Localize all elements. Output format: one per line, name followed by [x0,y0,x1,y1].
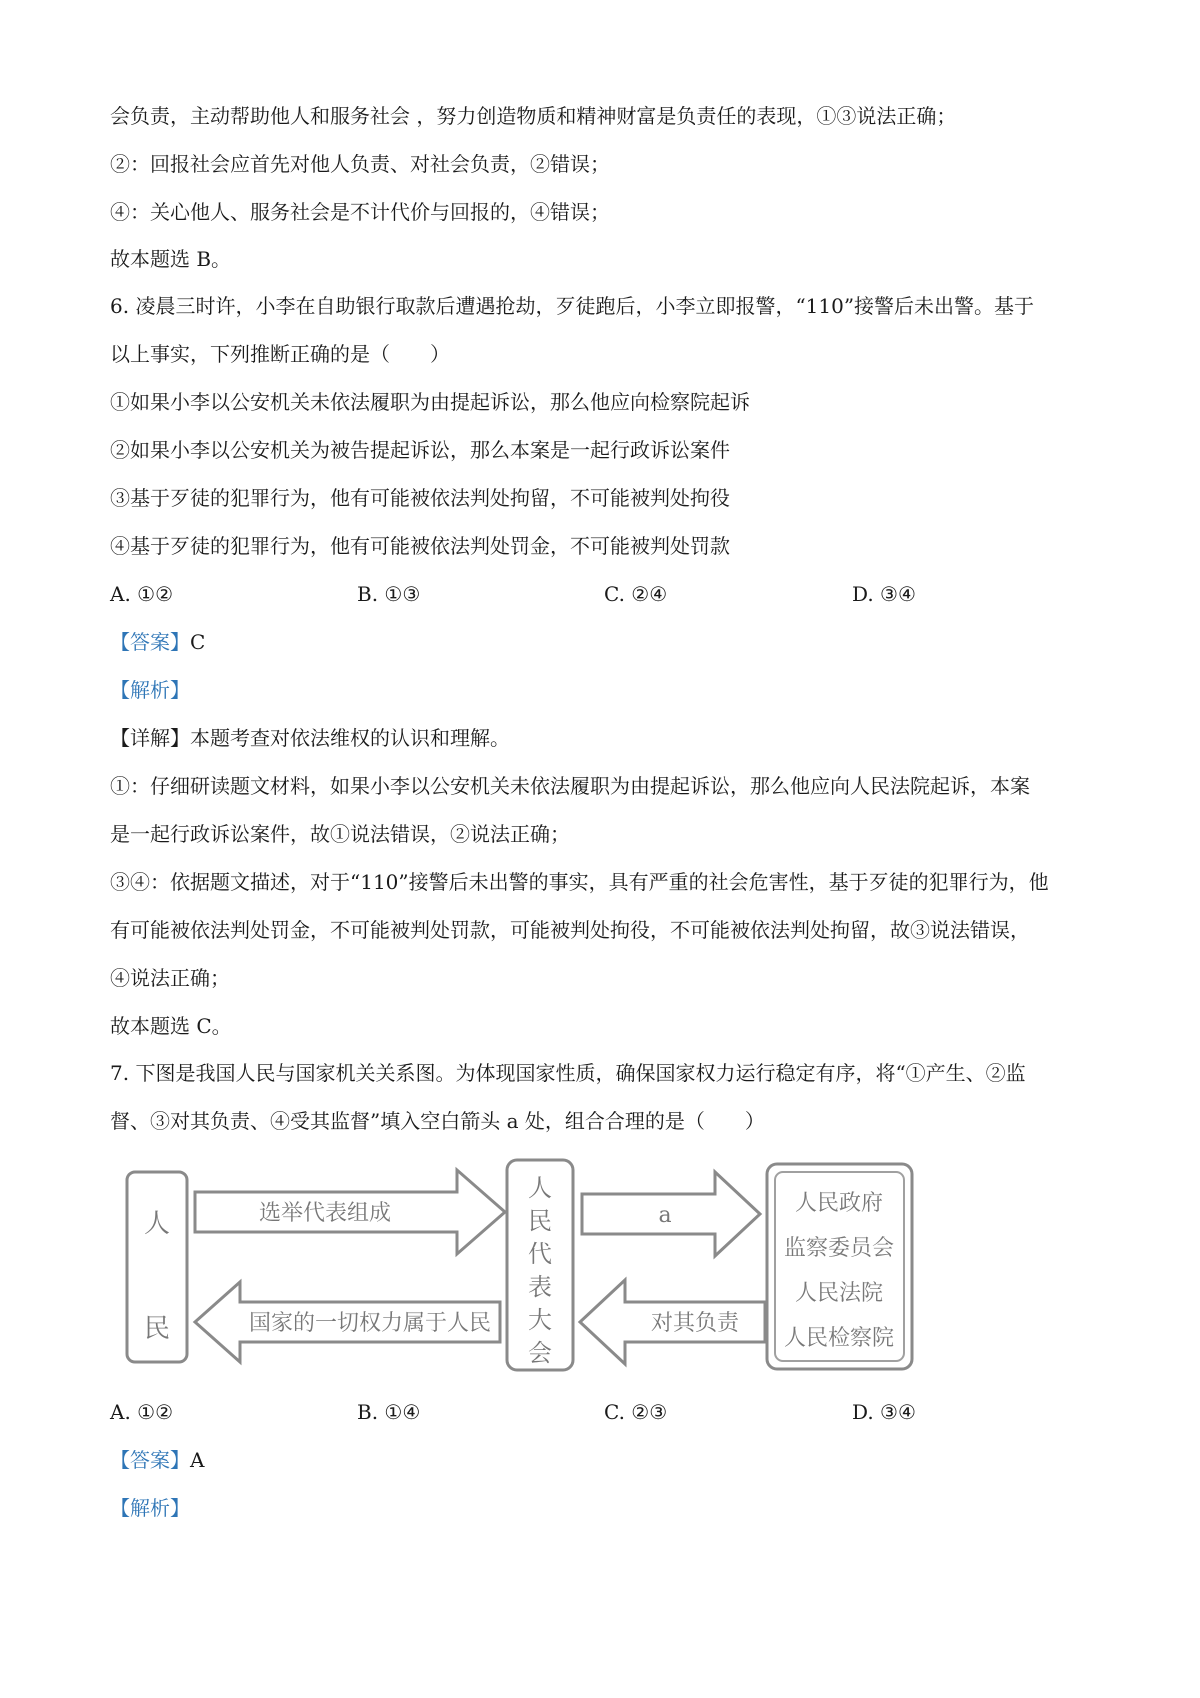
organ-government: 人民政府 [794,1191,884,1216]
answer-value: A [190,1448,205,1472]
intro-line-1: 会负责，主动帮助他人和服务社会 ，努力创造物质和精神财富是负责任的表现，①③说法正确； [110,104,957,128]
q6-option-c: C. ②④ [604,582,668,606]
q6-item-4: ④基于歹徒的犯罪行为，他有可能被依法判处罚金，不可能被判处罚款 [110,534,730,558]
relationship-diagram [115,1152,975,1382]
q7-stem-line-1: 7. 下图是我国人民与国家机关关系图。为体现国家性质，确保国家权力运行稳定有序，将“①产生、②监 [110,1061,1026,1085]
congress-char-2: 民 [528,1207,552,1235]
answer-tag: 【答案】 [110,1448,190,1472]
q7-analysis-tag: 【解析】 [110,1496,190,1520]
answer-tag: 【答案】 [110,630,190,654]
q7-option-d: D. ③④ [852,1400,916,1424]
q6-analysis-tag: 【解析】 [110,678,190,702]
q6-answer [110,628,205,656]
q6-detail-1: 【详解】本题考查对依法维权的认识和理解。 [110,726,510,750]
q6-stem-line-2: 以上事实，下列推断正确的是（ ） [110,342,450,366]
q7-stem-line-2: 督、③对其负责、④受其监督”填入空白箭头 a 处，组合合理的是（ ） [110,1109,765,1133]
q6-detail-7: 故本题选 C。 [110,1014,232,1038]
people-char-1: 人 [143,1209,171,1239]
arrow-power-label: 国家的一切权力属于人民 [248,1311,492,1336]
q6-item-1: ①如果小李以公安机关未依法履职为由提起诉讼，那么他应向检察院起诉 [110,390,750,414]
congress-char-4: 表 [528,1273,552,1301]
q7-option-c: C. ②③ [604,1400,668,1424]
congress-char-3: 代 [528,1240,552,1268]
q6-detail-5: 有可能被依法判处罚金，不可能被判处罚款，可能被判处拘役，不可能被依法判处拘留，故③说法错误， [110,918,1030,942]
organ-court: 人民法院 [794,1281,884,1306]
q7-option-b: B. ①④ [357,1400,421,1424]
arrow-a-label: a [658,1203,672,1228]
arrow-responsible-label: 对其负责 [650,1311,740,1336]
q6-option-d: D. ③④ [852,582,916,606]
q6-item-3: ③基于歹徒的犯罪行为，他有可能被依法判处拘留，不可能被判处拘役 [110,486,730,510]
answer-value: C [190,630,206,654]
q7-option-a: A. ①② [110,1400,174,1424]
q6-option-a: A. ①② [110,582,174,606]
q6-detail-4: ③④：依据题文描述，对于“110”接警后未出警的事实，具有严重的社会危害性，基于歹徒的犯罪行为，他 [110,870,1049,894]
arrow-elect-label: 选举代表组成 [258,1201,392,1226]
people-char-2: 民 [143,1314,171,1344]
intro-line-3: ④：关心他人、服务社会是不计代价与回报的，④错误； [110,200,610,224]
q6-stem-line-1: 6. 凌晨三时许，小李在自助银行取款后遭遇抢劫，歹徒跑后，小李立即报警，“110”接警后未出警。基于 [110,294,1035,318]
congress-char-1: 人 [528,1174,552,1202]
q7-answer [110,1446,204,1474]
organ-supervisory-commission: 监察委员会 [783,1236,895,1261]
q6-item-2: ②如果小李以公安机关为被告提起诉讼，那么本案是一起行政诉讼案件 [110,438,730,462]
intro-line-2: ②：回报社会应首先对他人负责、对社会负责，②错误； [110,152,610,176]
q6-detail-3: 是一起行政诉讼案件，故①说法错误，②说法正确； [110,822,570,846]
intro-conclusion: 故本题选 B。 [110,247,232,271]
congress-char-5: 大 [528,1306,552,1334]
q6-option-b: B. ①③ [357,582,421,606]
q6-detail-6: ④说法正确； [110,966,230,990]
q6-detail-2: ①：仔细研读题文材料，如果小李以公安机关未依法履职为由提起诉讼，那么他应向人民法院起诉，本案 [110,774,1030,798]
congress-char-6: 会 [528,1339,552,1367]
organ-procuratorate: 人民检察院 [783,1326,895,1351]
